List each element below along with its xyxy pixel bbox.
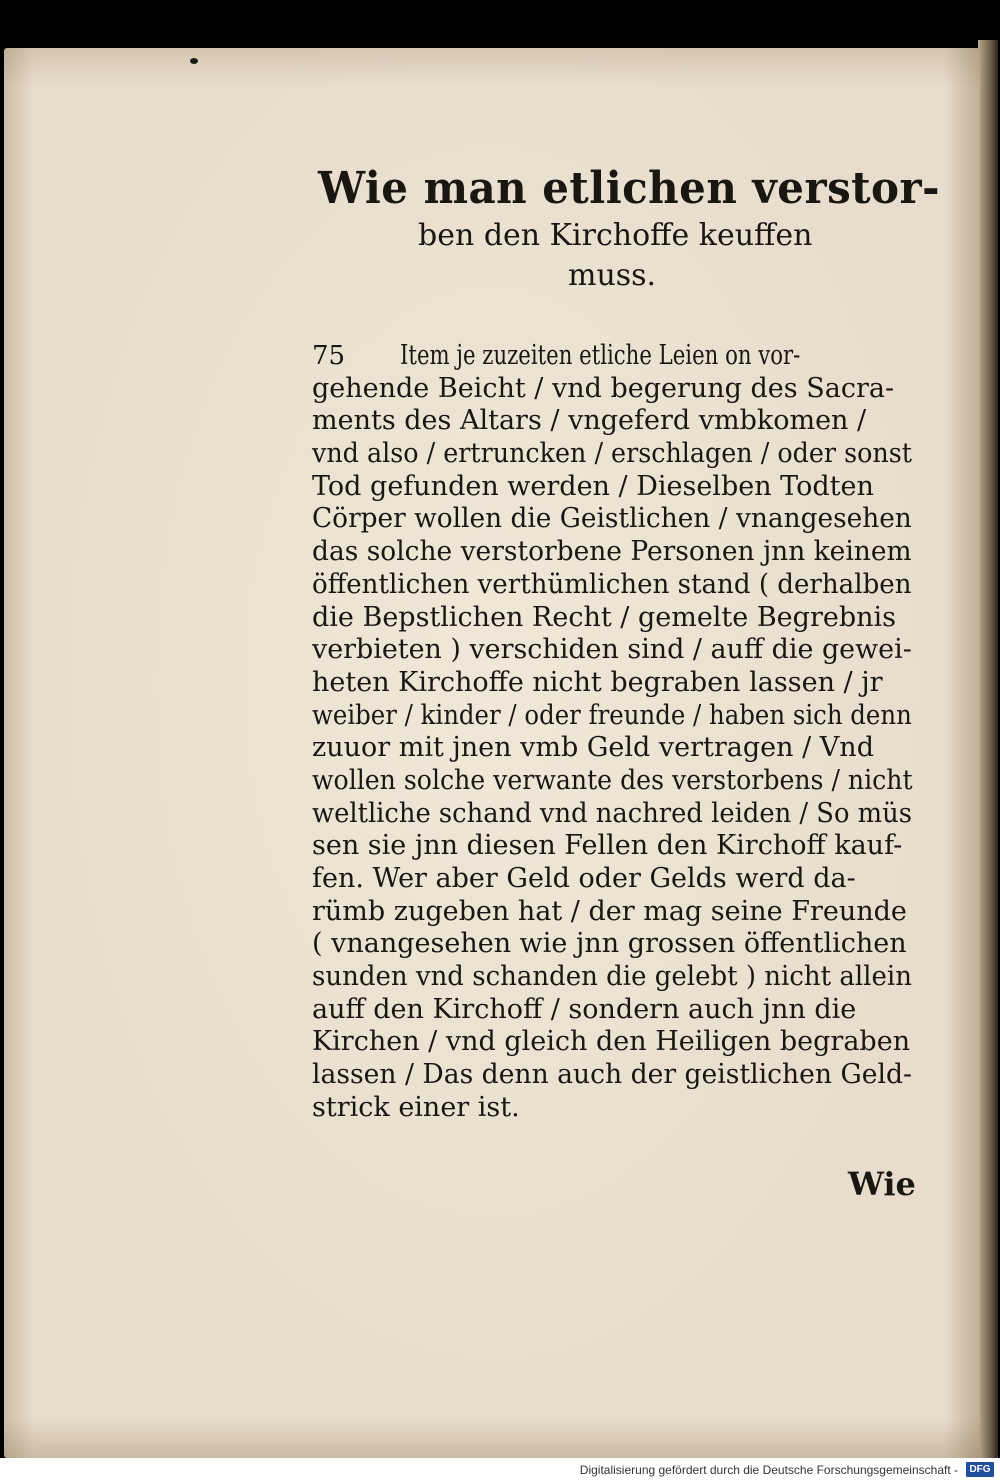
text-line: sen sie jnn diesen Fellen den Kirchoff kauf- (312, 830, 903, 862)
marginal-number: 75 (312, 341, 346, 371)
dfg-logo: DFG (966, 1462, 994, 1477)
heading-line-1: Wie man etlichen verstor- (318, 163, 941, 214)
text-line: gehende Beicht / vnd begerung des Sacra- (312, 372, 895, 404)
text-line: weltliche schand vnd nachred leiden / So müs (312, 797, 912, 829)
text-line: sunden vnd schanden die gelebt ) nicht allein (312, 961, 912, 993)
footer-credit: Digitalisierung gefördert durch die Deutsche Forschungsgemeinschaft - (579, 1463, 958, 1477)
text-line: das solche verstorbene Personen jnn keinem (312, 536, 912, 568)
text-line: rümb zugeben hat / der mag seine Freunde (312, 895, 907, 927)
chapter-heading (300, 162, 941, 296)
text-line: lassen / Das denn auch der geistlichen Geld- (312, 1059, 913, 1091)
heading-line-2: ben den Kirchoffe keuffen (418, 218, 813, 253)
ink-spot (190, 58, 198, 64)
text-line: vnd also / ertruncken / erschlagen / oder sonst (312, 438, 912, 470)
text-line: heten Kirchoffe nicht begraben lassen / jr (312, 666, 883, 698)
text-line: wollen solche verwante des verstorbens / nicht (312, 764, 913, 796)
text-line: strick einer ist. (312, 1091, 520, 1123)
body-paragraph (312, 340, 922, 1125)
text-line: die Bepstlichen Recht / gemelte Begrebnis (312, 601, 896, 633)
text-line: Kirchen / vnd gleich den Heiligen begraben (312, 1026, 911, 1058)
text-line: zuuor mit jnen vmb Geld vertragen / Vnd (312, 732, 874, 764)
text-line: weiber / kinder / oder freunde / haben sich denn (312, 699, 912, 731)
text-line: auff den Kirchoff / sondern auch jnn die (312, 993, 857, 1025)
text-line: verbieten ) verschiden sind / auff die gewei- (312, 634, 912, 666)
text-line: fen. Wer aber Geld oder Gelds werd da- (312, 863, 856, 894)
heading-line-3: muss. (568, 258, 657, 293)
catchword: Wie (848, 1165, 916, 1203)
text-line: ( vnangesehen wie jnn grossen öffentlichen (312, 928, 907, 960)
book-edge (978, 40, 998, 1460)
text-line: Tod gefunden werden / Dieselben Todten (312, 470, 874, 502)
text-line: ments des Altars / vngeferd vmbkomen / (312, 405, 867, 437)
text-line: öffentlichen verthümlichen stand ( derhalben (312, 568, 912, 600)
text-line: Item je zuzeiten etliche Leien on vor- (400, 340, 801, 371)
text-line: Cörper wollen die Geistlichen / vnangesehen (312, 503, 912, 535)
